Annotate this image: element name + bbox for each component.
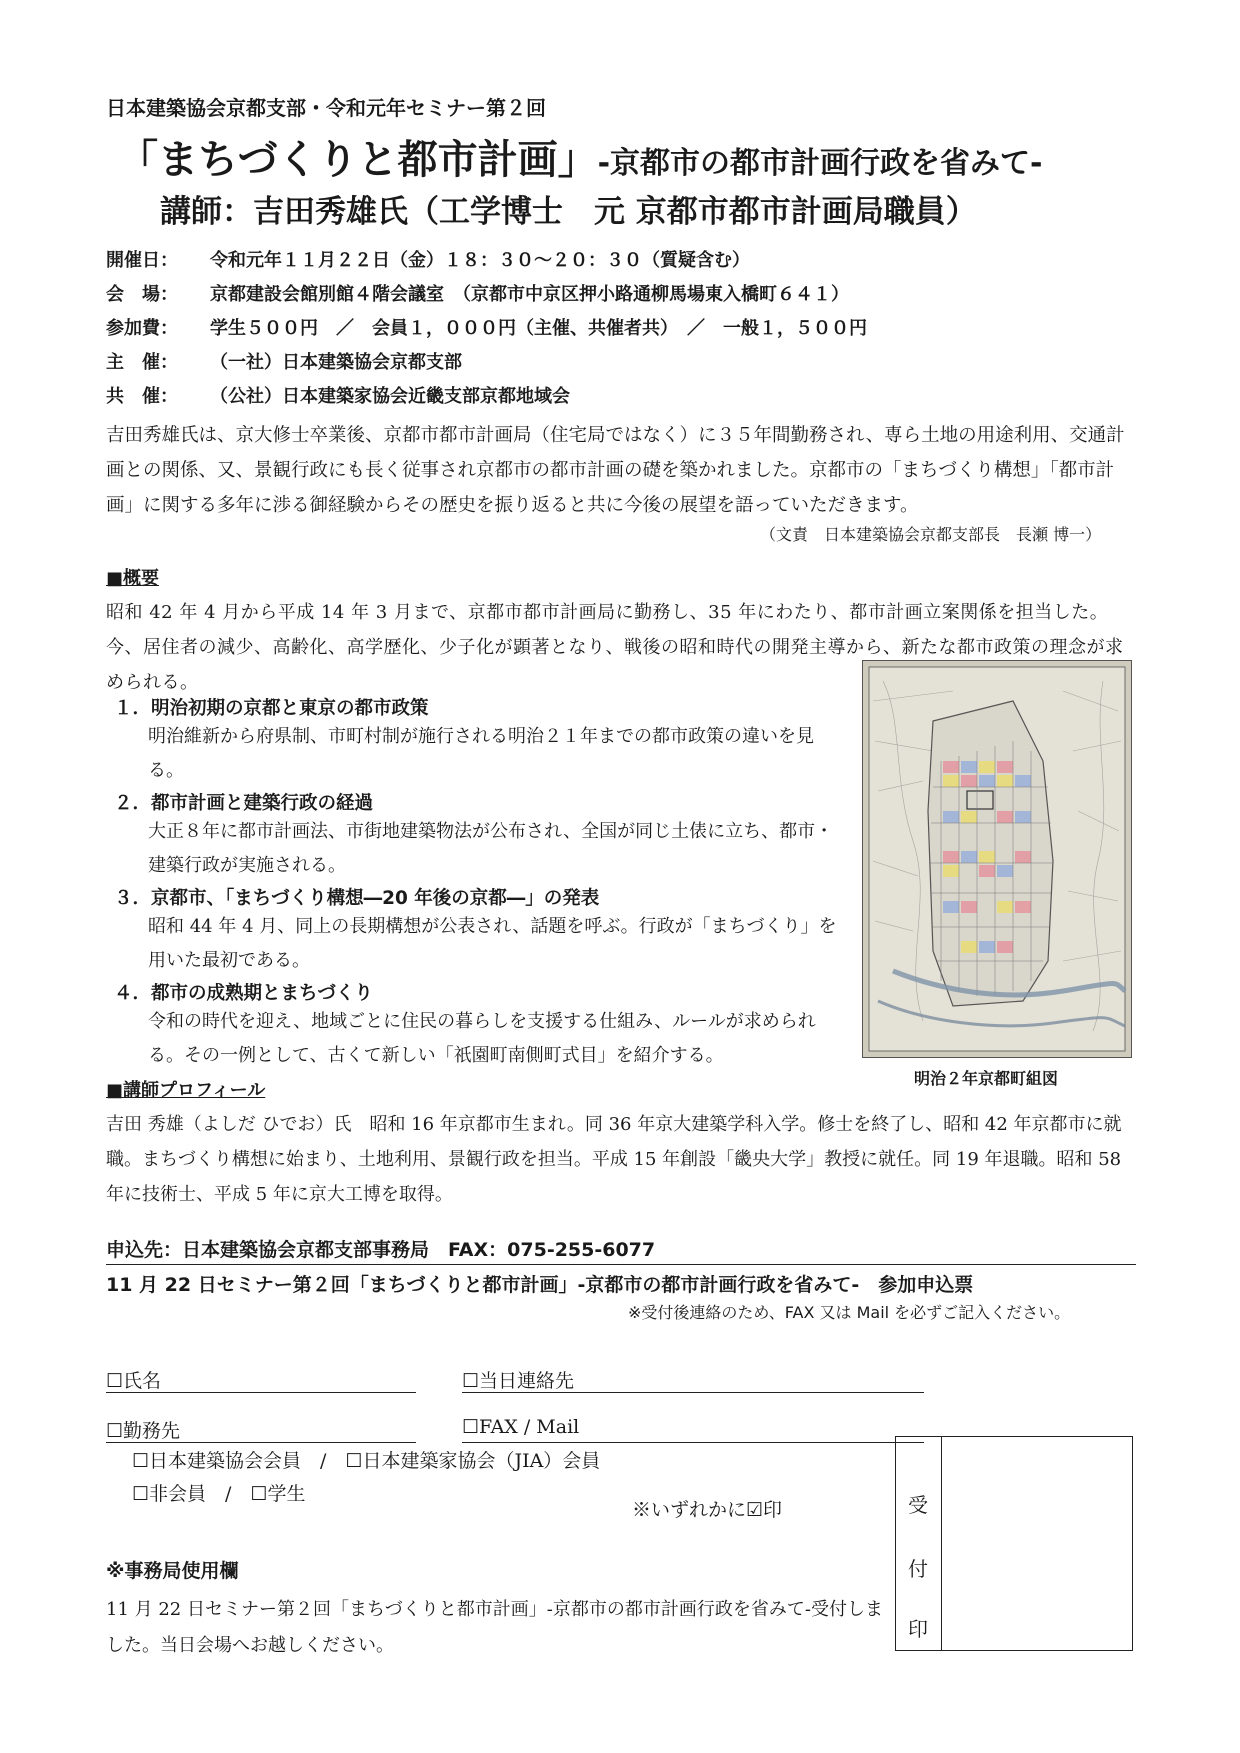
apply-to-line: 申込先：日本建築協会京都支部事務局 FAX：075-255-6077 bbox=[106, 1239, 656, 1261]
info-row-venue bbox=[106, 280, 849, 306]
mark-note: ※いずれかに☑印 bbox=[632, 1499, 783, 1521]
profile-paragraph: 吉田 秀雄（よしだ ひでお）氏 昭和 16 年京都市生まれ。同 36 年京大建築学科入学。修士を終了し、昭和 42 年京都市に就職。まちづくり構想に始まり、土地利用、景観行政を担当。平成 15 年創設「畿央大学」教授に就任。同 19 年退職。昭和 58 年に技術士、平成 5 年に京大工博を取得。 bbox=[106, 1114, 1122, 1205]
overview-heading: ■概要 bbox=[106, 568, 160, 589]
info-value: （公社）日本建築家協会近畿支部京都地域会 bbox=[210, 386, 570, 407]
intro-paragraph: 吉田秀雄氏は、京大修士卒業後、京都市都市計画局（住宅局ではなく）に３５年間勤務され、専ら土地の用途利用、交通計画との関係、又、景観行政にも長く従事され京都市の都市計画の礎を築かれました。京都市の「まちづくり構想」「都市計画」に関する多年に渉る御経験からその歴史を振り返ると共に今後の展望を語っていただきます。 bbox=[106, 425, 1125, 516]
info-label: 参加費： bbox=[106, 318, 178, 339]
info-value: 令和元年１１月２２日（金）１８：３０～２０：３０（質疑含む） bbox=[210, 250, 750, 271]
info-label: 主 催： bbox=[106, 352, 178, 373]
stamp-box-divider bbox=[941, 1437, 942, 1650]
info-row-date bbox=[106, 246, 750, 272]
map-drawing bbox=[863, 661, 1131, 1057]
kyoto-map-image bbox=[862, 660, 1132, 1058]
title-main: 「まちづくりと都市計画」 bbox=[118, 137, 598, 183]
form-note: ※受付後連絡のため、FAX 又は Mail を必ずご記入ください。 bbox=[628, 1303, 1071, 1322]
form-title: 11 月 22 日セミナー第２回「まちづくりと都市計画」-京都市の都市計画行政を省みて- 参加申込票 bbox=[106, 1274, 974, 1296]
info-label: 会 場： bbox=[106, 284, 178, 305]
overview-item-desc: 令和の時代を迎え、地域ごとに住民の暮らしを支援する仕組み、ルールが求められる。その一例として、古くて新しい「祇園町南側町式目」を紹介する。 bbox=[148, 1011, 816, 1066]
info-value: 京都建設会館別館４階会議室 （京都市中京区押小路通柳馬場東入橋町６４１） bbox=[210, 284, 849, 305]
overview-item-desc: 明治維新から府県制、市町村制が施行される明治２１年までの都市政策の違いを見る。 bbox=[148, 726, 814, 781]
info-value: 学生５００円 ／ 会員１，０００円（主催、共催者共） ／ 一般１，５００円 bbox=[210, 318, 867, 339]
office-use-heading: ※事務局使用欄 bbox=[106, 1560, 239, 1582]
overview-item-title: ４．都市の成熟期とまちづくり bbox=[114, 983, 373, 1004]
info-label: 開催日： bbox=[106, 250, 178, 271]
intro-credit: （文責 日本建築協会京都支部長 長瀬 博一） bbox=[760, 525, 1102, 544]
divider bbox=[106, 1264, 1136, 1265]
info-row-fee bbox=[106, 314, 867, 340]
info-row-cosponsor bbox=[106, 382, 570, 408]
profile-heading: ■講師プロフィール bbox=[106, 1080, 266, 1101]
workplace-field[interactable]: ☐勤務先 bbox=[106, 1416, 416, 1443]
membership-options-row1[interactable]: ☐日本建築協会会員 / ☐日本建築家協会（JIA）会員 bbox=[132, 1450, 601, 1472]
org-line: 日本建築協会京都支部・令和元年セミナー第２回 bbox=[106, 96, 546, 120]
title-sub: -京都市の都市計画行政を省みて- bbox=[597, 146, 1043, 181]
lecturer-line: 講師：吉田秀雄氏（工学博士 元 京都市都市計画局職員） bbox=[160, 194, 977, 230]
info-label: 共 催： bbox=[106, 386, 178, 407]
overview-item-title: ２．都市計画と建築行政の経過 bbox=[114, 793, 374, 814]
contact-field[interactable]: ☐当日連絡先 bbox=[462, 1366, 924, 1393]
fax-mail-field[interactable]: ☐FAX / Mail bbox=[462, 1416, 924, 1443]
stamp-label-char: 付 bbox=[908, 1557, 928, 1581]
overview-item-title: ３．京都市、「まちづくり構想―20 年後の京都―」の発表 bbox=[114, 888, 600, 909]
overview-item-title: １．明治初期の京都と東京の都市政策 bbox=[114, 698, 429, 719]
info-row-organizer bbox=[106, 348, 462, 374]
overview-item-desc: 昭和 44 年 4 月、同上の長期構想が公表され、話題を呼ぶ。行政が「まちづくり」を用いた最初である。 bbox=[148, 916, 837, 971]
membership-options-row2[interactable]: ☐非会員 / ☐学生 bbox=[132, 1483, 306, 1505]
info-value: （一社）日本建築協会京都支部 bbox=[210, 352, 462, 373]
stamp-label-char: 印 bbox=[908, 1617, 928, 1641]
name-field[interactable]: ☐氏名 bbox=[106, 1366, 416, 1393]
reception-stamp-box bbox=[895, 1436, 1133, 1651]
overview-item-desc: 大正８年に都市計画法、市街地建築物法が公布され、全国が同じ土俵に立ち、都市・建築行政が実施される。 bbox=[148, 821, 834, 876]
map-caption: 明治２年京都町組図 bbox=[914, 1069, 1059, 1088]
office-use-text: 11 月 22 日セミナー第２回「まちづくりと都市計画」-京都市の都市計画行政を省みて-受付しました。当日会場へお越しください。 bbox=[106, 1599, 883, 1656]
overview-paragraph: 昭和 42 年 4 月から平成 14 年 3 月まで、京都市都市計画局に勤務し、35 年にわたり、都市計画立案関係を担当した。今、居住者の減少、高齢化、高学歴化、少子化が顕著となり、戦後の昭和時代の開発主導から、新たな都市政策の理念が求められる。 bbox=[106, 602, 1124, 693]
page-title bbox=[118, 128, 1043, 185]
stamp-label-char: 受 bbox=[908, 1493, 928, 1517]
